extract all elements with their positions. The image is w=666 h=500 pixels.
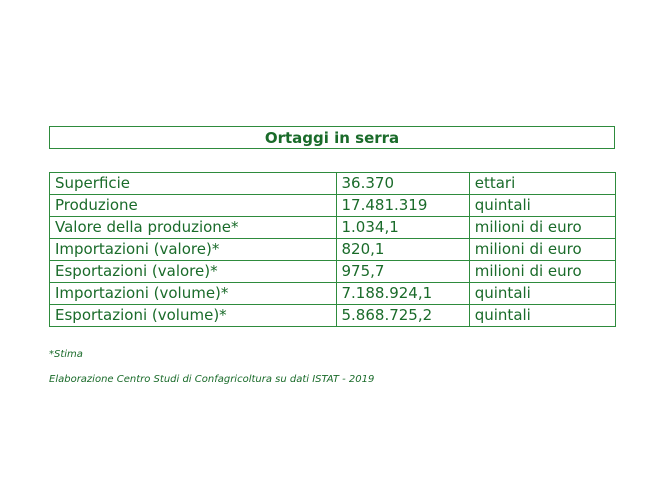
row-value: 975,7 — [336, 261, 469, 283]
table-row — [50, 239, 616, 261]
row-unit: quintali — [469, 305, 615, 327]
row-value: 820,1 — [336, 239, 469, 261]
row-unit: milioni di euro — [469, 239, 615, 261]
table-row — [50, 173, 616, 195]
table-row — [50, 195, 616, 217]
row-value: 36.370 — [336, 173, 469, 195]
row-label: Valore della produzione* — [50, 217, 337, 239]
table-row — [50, 261, 616, 283]
row-label: Importazioni (valore)* — [50, 239, 337, 261]
row-unit: quintali — [469, 283, 615, 305]
table-row — [50, 283, 616, 305]
row-label: Esportazioni (valore)* — [50, 261, 337, 283]
row-unit: quintali — [469, 195, 615, 217]
row-label: Superficie — [50, 173, 337, 195]
row-label: Esportazioni (volume)* — [50, 305, 337, 327]
table-row — [50, 217, 616, 239]
source-note: Elaborazione Centro Studi di Confagricoltura su dati ISTAT - 2019 — [49, 374, 375, 385]
row-label: Produzione — [50, 195, 337, 217]
row-value: 7.188.924,1 — [336, 283, 469, 305]
row-unit: milioni di euro — [469, 261, 615, 283]
table-title: Ortaggi in serra — [49, 126, 615, 149]
table-row — [50, 305, 616, 327]
row-unit: milioni di euro — [469, 217, 615, 239]
row-value: 5.868.725,2 — [336, 305, 469, 327]
data-table — [49, 172, 616, 327]
row-unit: ettari — [469, 173, 615, 195]
row-value: 1.034,1 — [336, 217, 469, 239]
row-label: Importazioni (volume)* — [50, 283, 337, 305]
footnote: *Stima — [49, 349, 83, 360]
row-value: 17.481.319 — [336, 195, 469, 217]
